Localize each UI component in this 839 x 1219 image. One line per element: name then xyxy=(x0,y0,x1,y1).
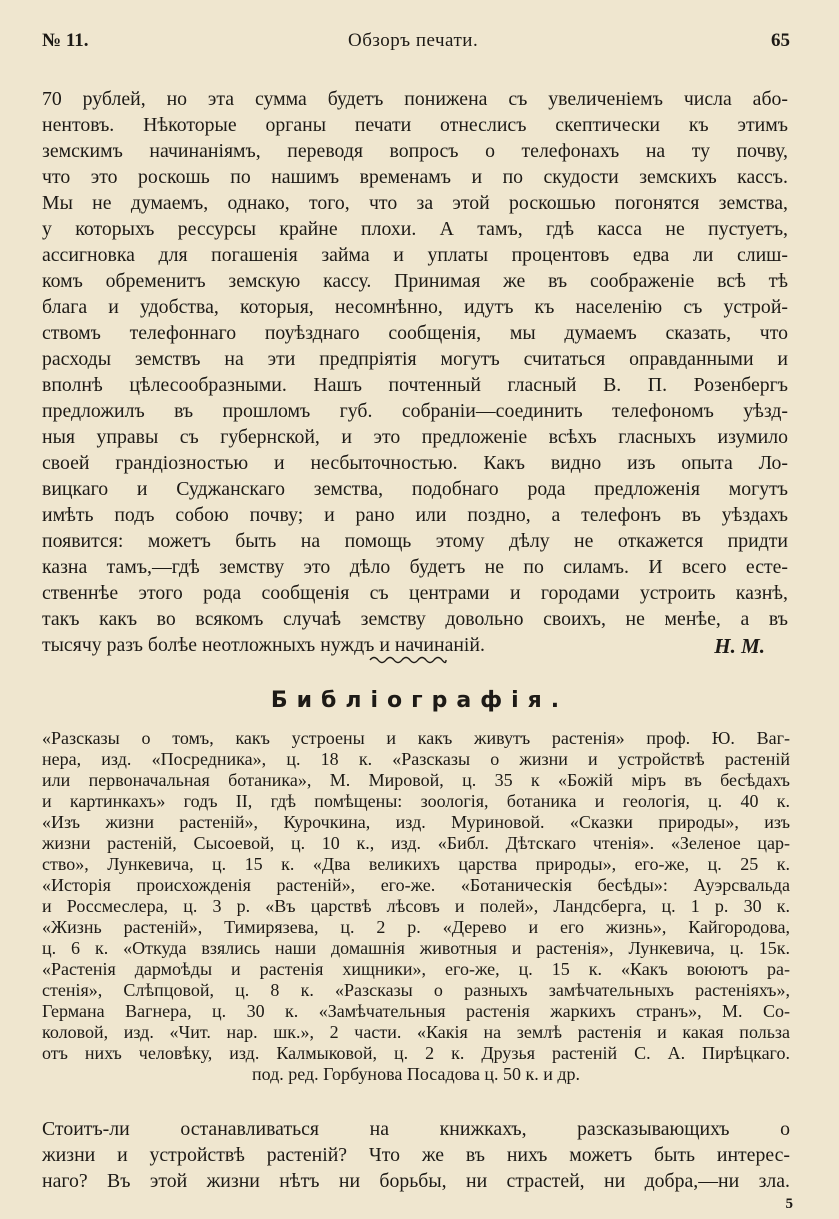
text-line: 70 рублей, но эта сумма будетъ понижена съ увеличенiемъ числа або- xyxy=(42,88,788,110)
text-line: предложилъ въ прошломъ губ. собранiи—соединить телефономъ уѣзд- xyxy=(42,400,788,422)
bib-line: «Растенiя дармоѣды и растенiя хищники», его-же, ц. 15 к. «Какъ воюютъ ра- xyxy=(42,959,790,979)
bib-line: стенiя», Слѣпцовой, ц. 8 к. «Разсказы о разныхъ замѣчательныхъ растенiяхъ», xyxy=(42,980,790,1000)
bib-line: или первоначальная ботаника», М. Мировой, ц. 35 к «Божiй мiръ въ бесѣдахъ xyxy=(42,770,790,790)
issue-number: № 11. xyxy=(42,30,89,51)
text-line: имѣть подъ собою почву; и рано или поздно, а телефонъ въ уѣздахъ xyxy=(42,504,788,526)
bib-line: «Жизнь растенiй», Тимирязева, ц. 2 р. «Дерево и его жизнь», Кайгородова, xyxy=(42,917,790,937)
section-heading: Библiографiя. xyxy=(270,688,569,713)
bib-line: отъ нихъ человѣку, изд. Калмыковой, ц. 2 к. Друзья растенiй С. А. Пирѣцкаго. xyxy=(42,1043,790,1063)
signature-mark: 5 xyxy=(785,1196,793,1212)
text-line: наго? Въ этой жизни нѣтъ ни борьбы, ни страстей, ни добра,—ни зла. xyxy=(42,1170,790,1192)
text-line: вицкаго и Суджанскаго земства, подобнаго рода предложенiя могутъ xyxy=(42,478,788,500)
bib-line: «Исторiя происхожденiя растенiй», его-же. «Ботаническiя бесѣды»: Ауэрсвальда xyxy=(42,875,790,895)
text-line: ныя управы съ губернской, и это предложенiе всѣхъ гласныхъ изумило xyxy=(42,426,788,448)
bib-line: жизни растенiй, Сысоевой, ц. 10 к., изд. «Библ. Дѣтскаго чтенiя». «Зеленое цар- xyxy=(42,833,790,853)
text-line: ствомъ телефоннаго поуѣзднаго сообщенiя, мы думаемъ сказать, что xyxy=(42,322,788,344)
text-line: вполнѣ цѣлесообразными. Нашъ почтенный гласный В. П. Розенбергъ xyxy=(42,374,788,396)
ornament-divider xyxy=(368,652,448,668)
text-line: такъ какъ во всякомъ случаѣ земству довольно своихъ, не менѣе, а въ xyxy=(42,608,788,630)
text-line: комъ обременитъ земскую кассу. Принимая же въ соображенiе всѣ тѣ xyxy=(42,270,788,292)
text-line: ственнѣе этого рода сообщенiя съ центрами и городами устроить казнѣ, xyxy=(42,582,788,604)
bib-line: «Изъ жизни растенiй», Курочкина, изд. Муриновой. «Сказки природы», изъ xyxy=(42,812,790,832)
text-line: что это роскошь по нашимъ временамъ и по скудости земскихъ кассъ. xyxy=(42,166,788,188)
text-line: Стоитъ-ли останавливаться на книжкахъ, разсказывающихъ о xyxy=(42,1118,790,1140)
text-line: тысячу разъ болѣе неотложныхъ нуждъ и начинанiй. xyxy=(42,634,485,656)
bib-line: и картинкахъ» годъ II, гдѣ помѣщены: зоологiя, ботаника и геологiя, ц. 40 к. xyxy=(42,791,790,811)
text-line: земскимъ начинанiямъ, переводя вопросъ о телефонахъ на ту почву, xyxy=(42,140,788,162)
bib-line: Германа Вагнера, ц. 30 к. «Замѣчательныя растенiя жаркихъ странъ», М. Со- xyxy=(42,1001,790,1021)
running-title: Обзоръ печати. xyxy=(348,30,479,51)
text-line: блага и удобства, которыя, несомнѣнно, идутъ къ населенiю съ устрой- xyxy=(42,296,788,318)
text-line: ассигновка для погашенiя займа и уплаты процентовъ едва ли слиш- xyxy=(42,244,788,266)
author-signature: Н. М. xyxy=(714,634,765,658)
text-line: нентовъ. Нѣкоторые органы печати отнеслисъ скептически къ этимъ xyxy=(42,114,788,136)
text-line: казна тамъ,—гдѣ земству это дѣло будетъ не по силамъ. И всего есте- xyxy=(42,556,788,578)
bib-line: и Россмеслера, ц. 3 р. «Въ царствѣ лѣсовъ и полей», Ландсберга, ц. 1 р. 30 к. xyxy=(42,896,790,916)
bib-line: под. ред. Горбунова Посадова ц. 50 к. и др. xyxy=(251,1064,581,1084)
page-header xyxy=(42,30,790,60)
text-line: жизни и устройствѣ растенiй? Что же въ нихъ можетъ быть интерес- xyxy=(42,1144,790,1166)
text-line: расходы земствъ на эти предпрiятiя могутъ считаться оправданными и xyxy=(42,348,788,370)
text-line: своей грандiозностью и несбыточностью. Какъ видно изъ опыта Ло- xyxy=(42,452,788,474)
text-line: появится: можетъ быть на помощь этому дѣлу не откажется придти xyxy=(42,530,788,552)
text-line: у которыхъ рессурсы крайне плохи. А тамъ, гдѣ касса не пустуетъ, xyxy=(42,218,788,240)
text-line: Мы не думаемъ, однако, того, что за этой роскошью погонятся земства, xyxy=(42,192,788,214)
bib-line: ство», Лункевича, ц. 15 к. «Два великихъ царства природы», его-же, ц. 25 к. xyxy=(42,854,790,874)
bib-line: ц. 6 к. «Откуда взялись наши домашнiя животныя и растенiя», Лункевича, ц. 15к. xyxy=(42,938,790,958)
page-number: 65 xyxy=(771,30,790,51)
bib-line: нера, изд. «Посредника», ц. 18 к. «Разсказы о жизни и устройствѣ растенiй xyxy=(42,749,790,769)
bib-line: «Разсказы о томъ, какъ устроены и какъ живутъ растенiя» проф. Ю. Ваг- xyxy=(42,728,790,748)
bib-line: коловой, изд. «Чит. нар. шк.», 2 части. «Какiя на землѣ растенiя и какая польза xyxy=(42,1022,790,1042)
